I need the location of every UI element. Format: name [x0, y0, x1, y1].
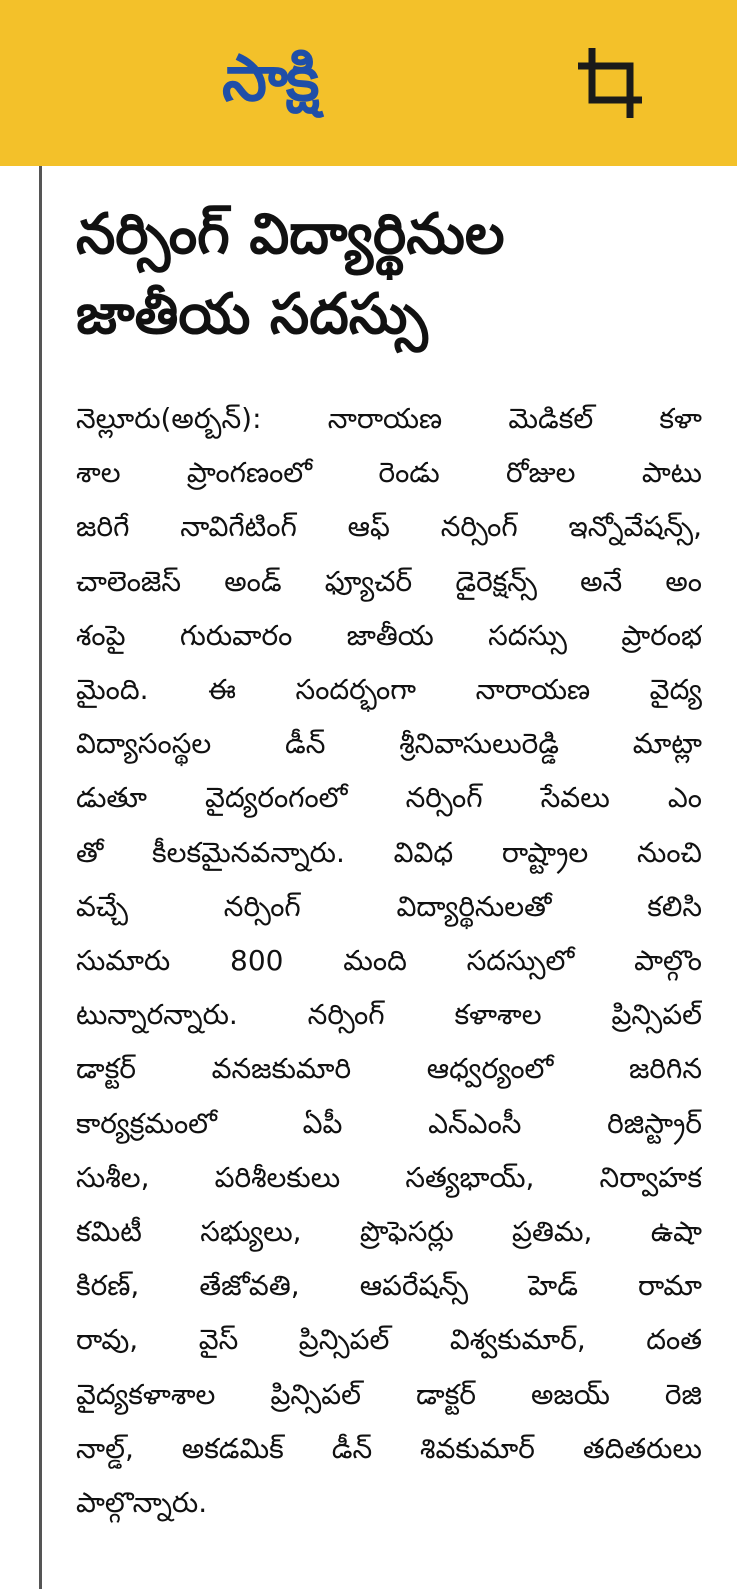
body-line: శాల ప్రాంగణంలో రెండు రోజుల పాటు — [76, 456, 702, 490]
body-line: విద్యాసంస్థల డీన్ శ్రీనివాసులురెడ్డి మాట్లా — [76, 727, 702, 761]
body-line: వచ్చే నర్సింగ్ విద్యార్థినులతో కలిసి — [76, 889, 702, 923]
body-line: డాక్టర్ వనజకుమారి ఆధ్వర్యంలో జరిగిన — [76, 1052, 702, 1086]
body-line: కిరణ్, తేజోవతి, ఆపరేషన్స్ హెడ్ రామా — [76, 1269, 702, 1303]
body-line: శంపై గురువారం జాతీయ సదస్సు ప్రారంభ — [76, 618, 702, 652]
body-line: పాల్గొన్నారు. — [76, 1486, 208, 1520]
body-line: రావు, వైస్ ప్రిన్సిపల్ విశ్వకుమార్, దంత — [76, 1323, 702, 1357]
sakshi-logo: సాక్షి — [222, 42, 318, 116]
headline-line: జాతీయ సదస్సు — [76, 282, 428, 347]
body-line: నెల్లూరు(అర్బన్): నారాయణ మెడికల్ కళా — [76, 402, 702, 435]
body-line: కార్యక్రమంలో ఏపీ ఎన్ఎంసీ రిజిస్ట్రార్ — [76, 1106, 702, 1140]
body-line: టున్నారన్నారు. నర్సింగ్ కళాశాల ప్రిన్సిపల్ — [76, 998, 702, 1032]
header-bar — [0, 0, 737, 166]
crop-icon[interactable] — [578, 44, 648, 120]
body-line: జరిగే నావిగేటింగ్ ఆఫ్ నర్సింగ్ ఇన్నోవేషన్స్, — [76, 510, 702, 544]
article-headline — [76, 195, 716, 355]
body-line: మైంది. ఈ సందర్భంగా నారాయణ వైద్య — [76, 673, 702, 707]
body-line: తో కీలకమైనవన్నారు. వివిధ రాష్ట్రాల నుంచి — [76, 835, 702, 869]
article-body — [76, 392, 702, 1530]
body-line: నాల్డ్, అకడమిక్ డీన్ శివకుమార్ తదితరులు — [76, 1431, 702, 1465]
body-line: సుశీల, పరిశీలకులు సత్యభాయ్, నిర్వాహక — [76, 1160, 702, 1194]
column-rule — [39, 166, 42, 1589]
body-line: కమిటీ సభ్యులు, ప్రొఫెసర్లు ప్రతిమ, ఉషా — [76, 1215, 702, 1249]
body-line: సుమారు 800 మంది సదస్సులో పాల్గొం — [76, 944, 702, 978]
body-line: వైద్యకళాశాల ప్రిన్సిపల్ డాక్టర్ అజయ్ రెజి — [76, 1377, 702, 1411]
body-line: డుతూ వైద్యరంగంలో నర్సింగ్ సేవలు ఎం — [76, 781, 702, 815]
headline-line: నర్సింగ్ విద్యార్థినుల — [76, 202, 505, 267]
body-line: చాలెంజెస్ అండ్ ఫ్యూచర్ డైరెక్షన్స్ అనే అం — [76, 564, 702, 598]
